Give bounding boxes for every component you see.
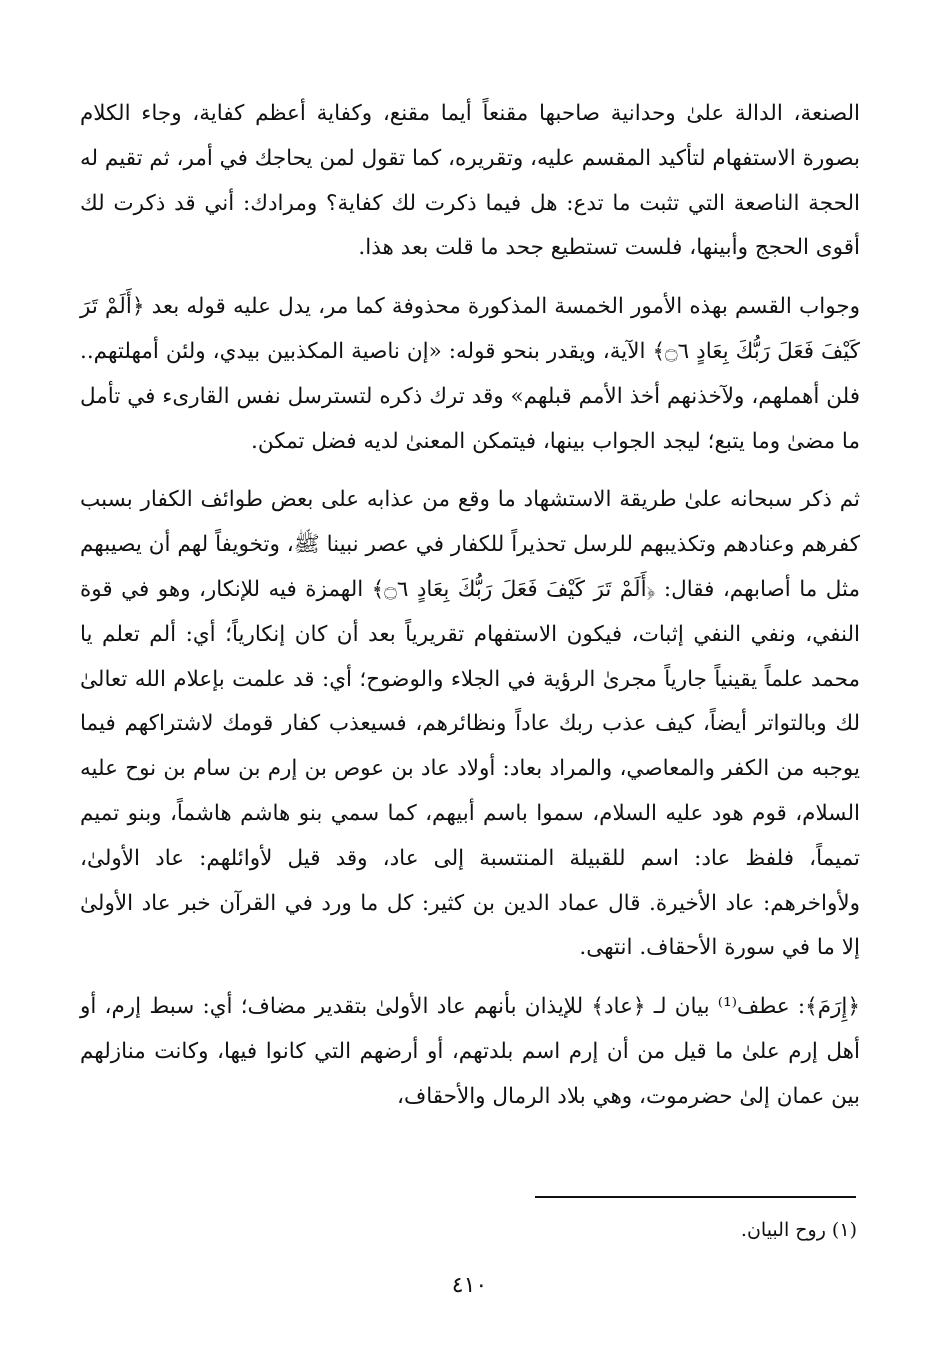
page-number: ٤١٠ [451,1273,488,1298]
paragraph-1: الصنعة، الدالة علىٰ وحدانية صاحبها مقنعاً أيما مقنع، وكفاية أعظم كفاية، وجاء الكلام بصورة الاستفهام لتأكيد المقسم عليه، وتقريره، كما تقول لمن يحاجك في أمر، ثم تقيم له الحجة الناصعة التي تثبت ما تدع: هل فيما ذكرت لك كفاية؟ ومرادك: أني قد ذكرت لك أقوى الحجج وأبينها، فلست تستطيع جحد ما قلت بعد هذا. [80,101,860,261]
paragraph-4: ﴿إِرَمَ﴾: عطف⁽¹⁾ بيان لـ ﴿عاد﴾ للإيذان بأنهم عاد الأولىٰ بتقدير مضاف؛ أي: سبط إرم، أو أهل إرم علىٰ ما قيل من أن إرم اسم بلدتهم، أو أرضهم التي كانوا فيها، وكانت منازلهم بين عمان إلىٰ حضرموت، وهي بلاد الرمال والأحقاف، [80,994,860,1109]
paragraph-3: ثم ذكر سبحانه علىٰ طريقة الاستشهاد ما وقع من عذابه على بعض طوائف الكفار بسبب كفرهم وعنادهم وتكذيبهم للرسل تحذيراً للكفار في عصر نبينا ﷺ، وتخويفاً لهم أن يصيبهم مثل ما أصابهم، فقال: ﴿أَلَمْ تَرَ كَيْفَ فَعَلَ رَبُّكَ بِعَادٍ ۝٦﴾ الهمزة فيه للإنكار، وهو في قوة النفي، ونفي النفي إثبات، فيكون الاستفهام تقريرياً بعد أن كان إنكارياً؛ أي: ألم تعلم يا محمد علماً يقينياً جارياً مجرىٰ الرؤية في الجلاء والوضوح؛ أي: قد علمت بإعلام الله تعالىٰ لك وبالتواتر أيضاً، كيف عذب ربك عاداً ونظائرهم، فسيعذب كفار قومك لاشتراكهم فيما يوجبه من الكفر والمعاصي، والمراد بعاد: أولاد عاد بن عوص بن إرم بن سام بن نوح عليه السلام، قوم هود عليه السلام، سموا باسم أبيهم، كما سمي بنو هاشم هاشماً، وبنو تميم تميماً، فلفظ عاد: اسم للقبيلة المنتسبة إلى عاد، وقد قيل لأوائلهم: عاد الأولىٰ، ولأواخرهم: عاد الأخيرة. قال عماد الدين بن كثير: كل ما ورد في القرآن خبر عاد الأولىٰ إلا ما في سورة الأحقاف. انتهى. [80,487,860,961]
main-text [80,92,860,1120]
footnote-divider [535,1196,856,1198]
footnote: (١) روح البيان. [740,1219,857,1241]
paragraph-2: وجواب القسم بهذه الأمور الخمسة المذكورة محذوفة كما مر، يدل عليه قوله بعد ﴿أَلَمْ تَرَ كَيْفَ فَعَلَ رَبُّكَ بِعَادٍ ۝٦﴾ الآية، ويقدر بنحو قوله: «إن ناصية المكذبين بيدي، ولئن أمهلتهم.. فلن أهملهم، ولآخذنهم أخذ الأمم قبلهم» وقد ترك ذكره لتسترسل نفس القارىء في تأمل ما مضىٰ وما يتبع؛ ليجد الجواب بينها، فيتمكن المعنىٰ لديه فضل تمكن. [80,294,861,454]
